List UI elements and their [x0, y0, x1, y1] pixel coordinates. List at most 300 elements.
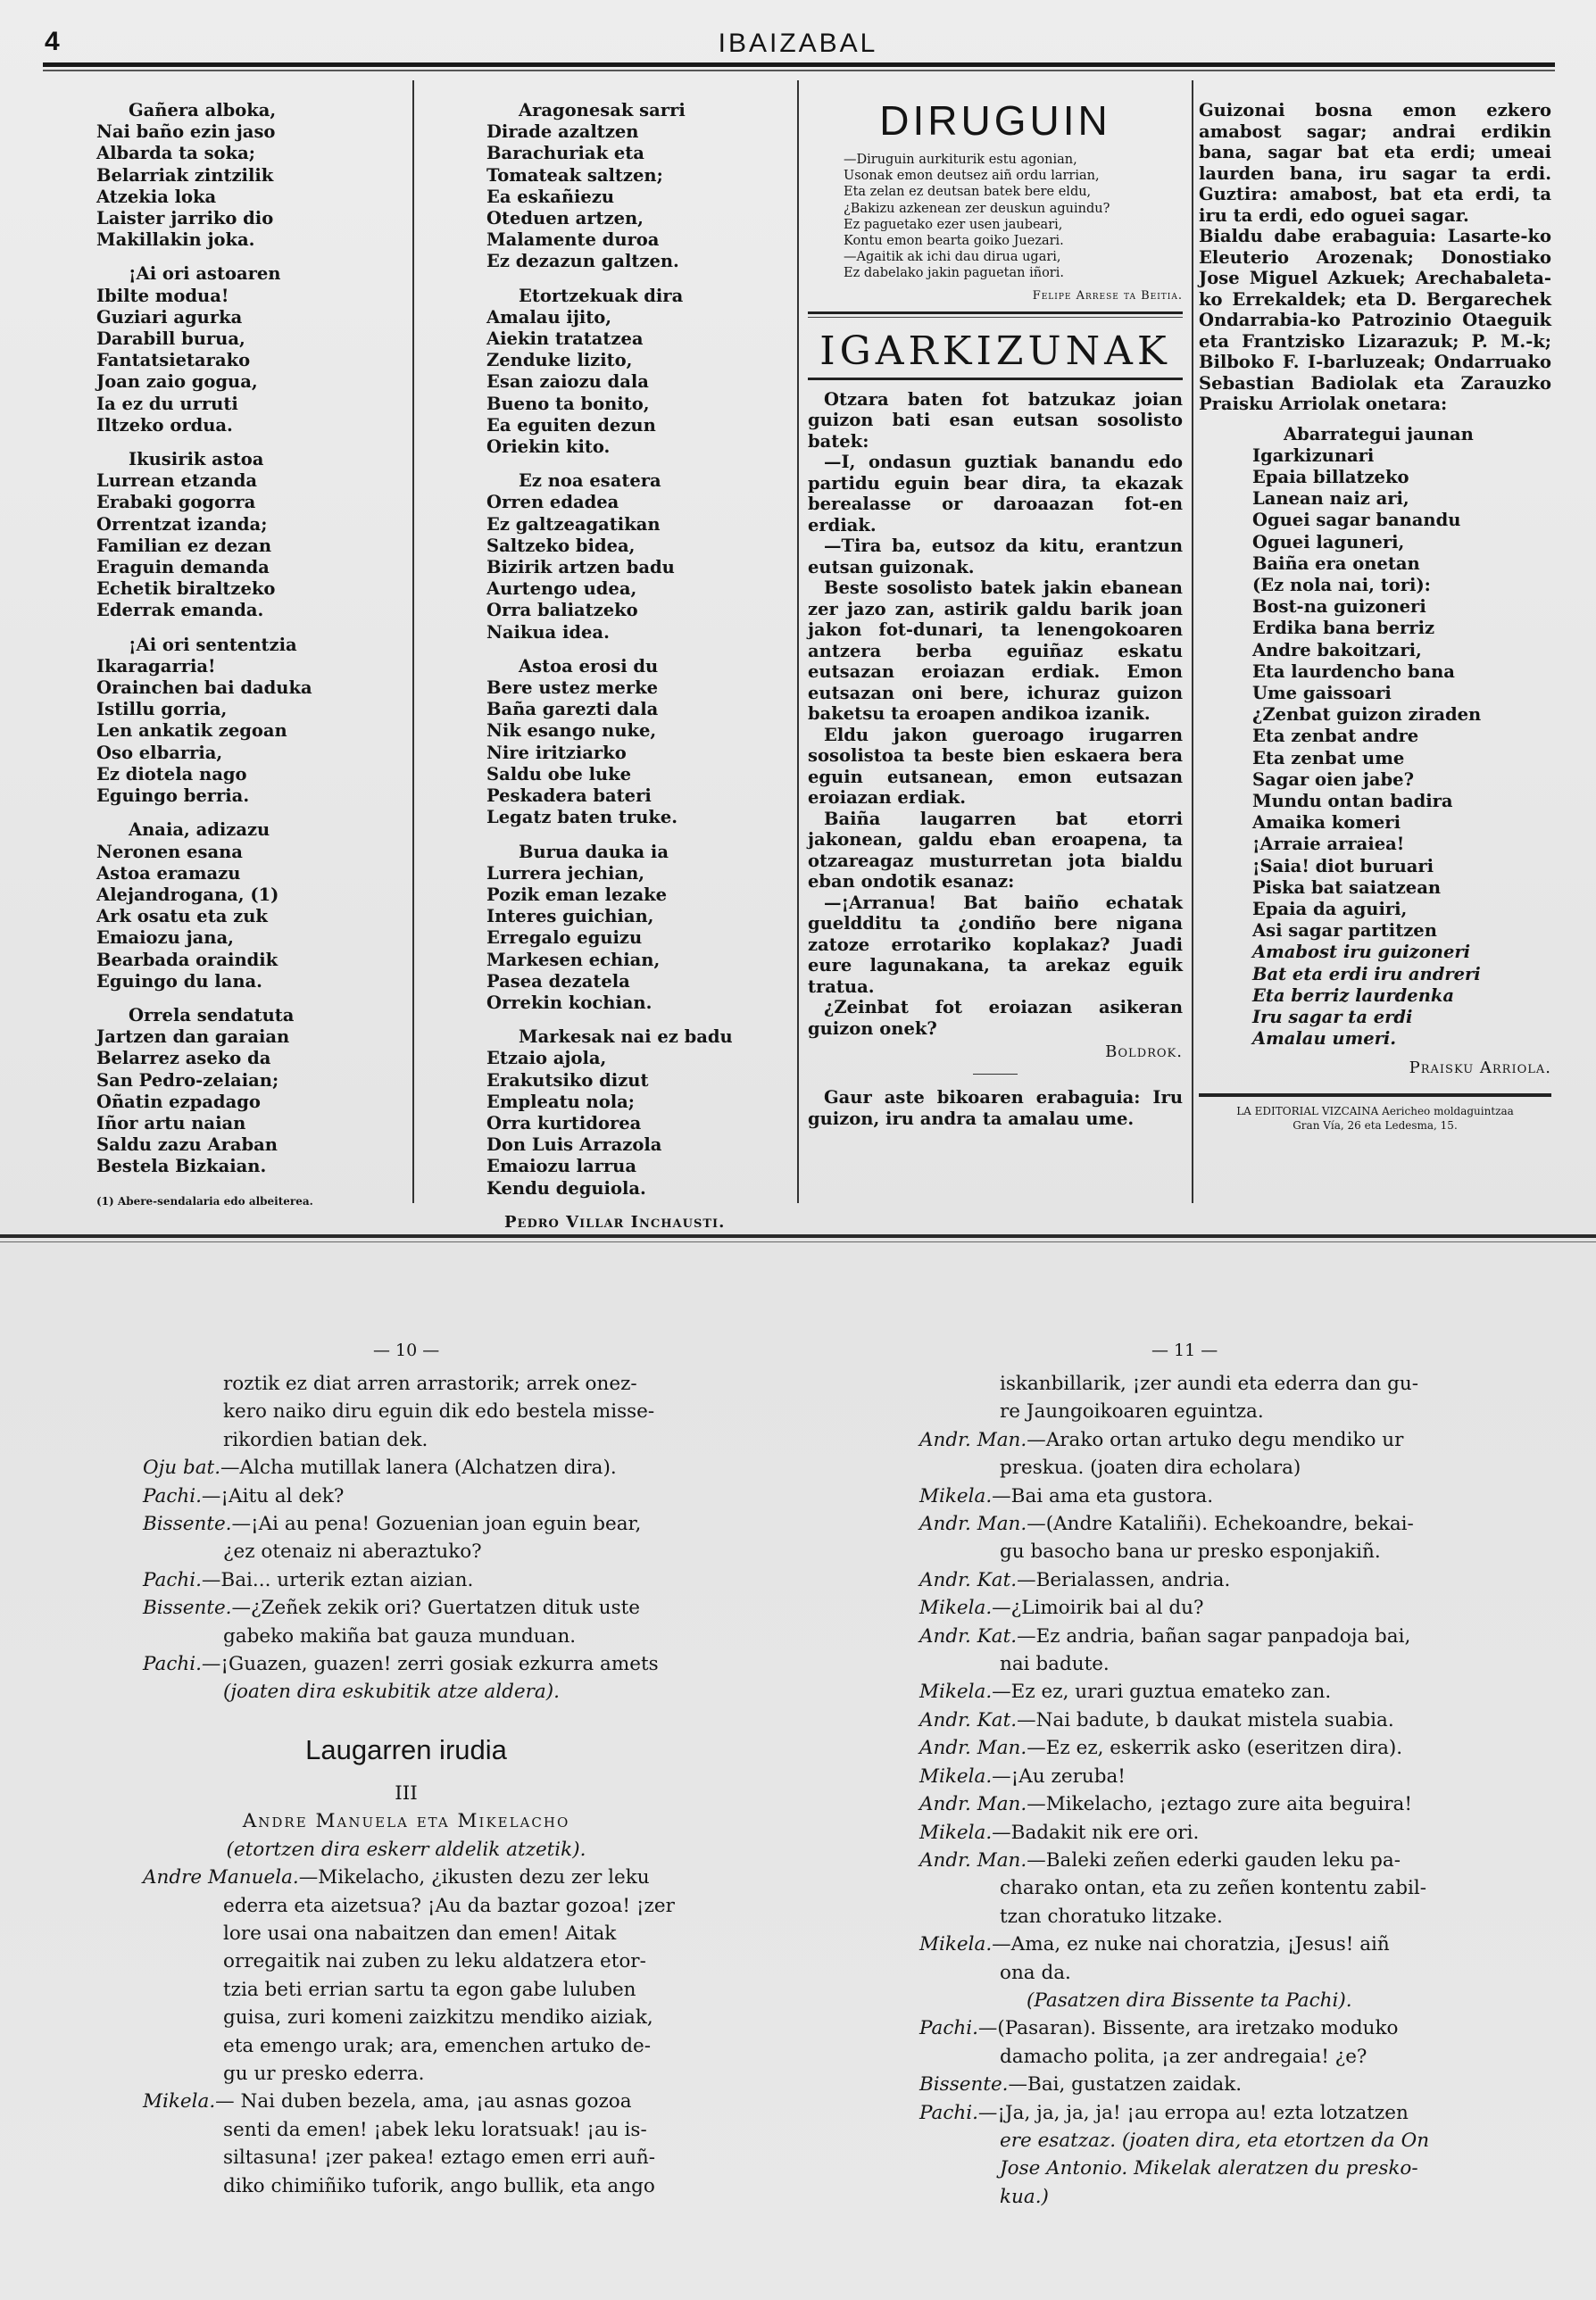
poem-line: Ederrak emanda.: [96, 600, 264, 621]
poem-line: Amalau umeri.: [1252, 1028, 1397, 1050]
poem-line: Orren edadea: [486, 492, 619, 513]
poem-stanza: [96, 635, 400, 808]
dialogue-line: [143, 1482, 669, 1510]
paragraph: Bialdu dabe erabaguia: Lasarte-ko Eleuterio Arozenak; Donostiako Jose Miguel Azkuek; Arechabaleta-ko Errekaldek; eta D. Bergarechek Ondarrabia-ko Patrozinio Otaeguik eta Frantzisko Lizarazuk; P. M.-k; Bilboko F. I-barluzeak; Ondarruako Sebastian Badiolak eta Zarauzko Praisku Arriolak onetara:: [1199, 226, 1551, 414]
poem-line: Oteduen artzen,: [486, 208, 644, 229]
poem-line: ¿Zenbat guizon ziraden: [1252, 704, 1482, 726]
poem-line: Legatz baten truke.: [486, 807, 678, 828]
speech-text: senti da emen! ¡abek leku loratsuak! ¡au is-: [223, 2118, 647, 2141]
poem-line: Markesen echian,: [486, 949, 661, 970]
poem-line: Astoa erosi du: [519, 655, 659, 677]
poem-line: San Pedro-zelaian;: [96, 1069, 279, 1091]
verse-line: Ez paguetako ezer usen jaubeari,: [844, 217, 1063, 232]
poem-line: Peskadera bateri: [486, 785, 652, 807]
speech-text: —Mikelacho, ¡eztago zure aita beguira!: [1027, 1793, 1412, 1816]
poem-line: Belarriak zintzilik: [96, 164, 274, 186]
igarkizunak-text: [808, 389, 1183, 1040]
speech-text: —¡Aitu al dek?: [201, 1484, 345, 1507]
verse-line: —Diruguin aurkiturik estu agonian,: [844, 153, 1077, 167]
closing-paragraph: Gaur aste bikoaren erabaguia: Iru guizon, iru andra ta amalau ume.: [808, 1087, 1183, 1129]
poem-line: Familian ez dezan: [96, 535, 272, 556]
speech-text: —Ez ez, eskerrik asko (eseritzen dira).: [1027, 1737, 1403, 1760]
poem-stanza: [96, 449, 400, 622]
speech-text: —Ez ez, urari guztua emateko zan.: [992, 1681, 1332, 1704]
speech-text: —Arako ortan artuko degu mendiko ur: [1027, 1428, 1404, 1451]
speech-text: —Berialassen, andria.: [1017, 1568, 1231, 1591]
speaker-name: Andr. Man.: [919, 1848, 1027, 1872]
poem-line: Ark osatu eta zuk: [96, 906, 268, 927]
poem-line: Aiekin tratatzea: [486, 328, 644, 350]
poem-line: Oso elbarria,: [96, 742, 223, 763]
poem-line: Epaia billatzeko: [1252, 466, 1409, 487]
footnote: (1) Abere-sendalaria edo albeiterea.: [96, 1194, 313, 1208]
column-divider: [797, 80, 799, 1203]
poem-line: Baña garezti dala: [486, 699, 659, 720]
dialogue-line: [919, 1538, 1473, 1565]
speech-text: gabeko makiña bat gauza munduan.: [223, 1624, 577, 1648]
dialogue-line: [919, 1874, 1473, 1902]
dialogue-line: [919, 1987, 1473, 2014]
dialogue-line: [919, 2183, 1473, 2211]
poem-line: ¡Saia! diot buruari: [1252, 855, 1434, 876]
dialogue-line: [143, 2060, 669, 2088]
poem-line: Epaia da aguiri,: [1252, 898, 1408, 919]
poem-line: Interes guichian,: [486, 906, 654, 927]
poem-line: Bearbada oraindik: [96, 949, 278, 970]
speech-text: —Ez andria, bañan sagar panpadoja bai,: [1017, 1624, 1411, 1648]
speech-text: tzia beti errian sartu ta egon gabe luluben: [223, 1978, 636, 2001]
dialogue-line: [143, 1976, 669, 2004]
dialogue-line: [919, 1959, 1473, 1987]
speaker-name: Mikela.: [919, 1764, 993, 1788]
speaker-name: Pachi.: [143, 1653, 202, 1676]
poem-line: Dirade azaltzen: [486, 121, 639, 143]
dialogue-line: [919, 1763, 1473, 1790]
speech-text: lore usai ona nabaitzen dan emen! Aitak: [223, 1922, 617, 1945]
poem-stanza: [486, 842, 790, 1015]
poem-line: Nire iritziarko: [486, 742, 627, 763]
poem-line: (Ez nola nai, tori):: [1252, 574, 1431, 595]
speaker-name: Andr. Kat.: [919, 1708, 1018, 1731]
dialogue-line: [143, 1454, 669, 1482]
dialogue-line: [919, 1678, 1473, 1706]
poem-line: Alejandrogana, (1): [96, 884, 279, 905]
dialogue-line: [919, 1734, 1473, 1762]
speaker-name: Pachi.: [919, 2101, 978, 2124]
poem-line: Eraguin demanda: [96, 557, 270, 578]
answer-poem: [1199, 424, 1551, 1050]
speech-text: nai badute.: [1000, 1653, 1110, 1676]
speech-text: diko chimiñiko tuforik, ango bullik, eta ango: [223, 2174, 655, 2197]
dialogue-line: [143, 2088, 669, 2115]
dialogue-line: [143, 1594, 669, 1622]
column-divider: [1192, 80, 1193, 1203]
dialogue-line: [919, 2014, 1473, 2042]
speech-text: — Nai duben bezela, ama, ¡au asnas gozoa: [215, 2090, 632, 2113]
poem-line: Bueno ta bonito,: [486, 393, 650, 414]
speaker-name: Andr. Man.: [919, 1737, 1027, 1760]
poem-line: Bestela Bizkaian.: [96, 1156, 267, 1177]
poem-line: Nik esango nuke,: [486, 720, 657, 742]
poem-line: Orra baliatzeko: [486, 600, 638, 621]
poem-line: Barachuriak eta: [486, 143, 644, 164]
poem-line: Ez dezazun galtzen.: [486, 251, 679, 272]
poem-line: Orra kurtidorea: [486, 1112, 642, 1133]
speech-text: —¿Limoirik bai al du?: [992, 1597, 1204, 1620]
speech-text: Jose Antonio. Mikelak aleratzen du presko-: [1000, 2157, 1418, 2180]
poem-stanza: [96, 819, 400, 992]
page-number: 4: [45, 27, 60, 56]
paragraph: Eldu jakon gueroago irugarren sosolistoa ta beste bien eskaera bera eguin eutsanean, emon eutsazan eroiazan erdiak.: [808, 724, 1183, 809]
poem-line: Aurtengo udea,: [486, 578, 637, 600]
poem-line: ¡Ai ori astoaren: [129, 263, 281, 285]
poem-stanza: [486, 100, 790, 273]
dialogue-line: [143, 1892, 675, 1920]
poem-line: Lurrera jechian,: [486, 862, 645, 884]
paragraph: —Tira ba, eutsoz da kitu, erantzun eutsan guizonak.: [808, 536, 1183, 577]
speech-text: tzan choratuko litzake.: [1000, 1905, 1223, 1928]
speech-text: preskua. (joaten dira echolara): [1000, 1457, 1301, 1480]
speaker-name: Mikela.: [143, 2090, 216, 2113]
poem-line: Albarda ta soka;: [96, 143, 255, 164]
paragraph: ¿Zeinbat fot eroiazan asikeran guizon onek?: [808, 997, 1183, 1039]
poem-stanza: [96, 263, 400, 436]
poem-line: Eguingo berria.: [96, 785, 250, 807]
poem-line: Ez diotela nago: [96, 763, 247, 785]
dialogue-line: [143, 2032, 669, 2060]
poem-line: Zenduke lizito,: [486, 350, 633, 371]
poem-line: ¡Arraie arraiea!: [1252, 834, 1405, 855]
dialogue-line: [919, 1790, 1473, 1818]
dialogue-line: [143, 1678, 669, 1706]
poem-line: Eguingo du lana.: [96, 970, 262, 992]
poem-line: Markesak nai ez badu: [519, 1026, 733, 1048]
diruguin-signature: Felipe Arrese ta Beitia.: [1032, 288, 1183, 303]
poem-line: Laister jarriko dio: [96, 208, 274, 229]
dialogue-line: [919, 1819, 1473, 1847]
speaker-name: Pachi.: [143, 1568, 202, 1591]
poem-line: Don Luis Arrazola: [486, 1134, 662, 1156]
short-rule: [973, 1074, 1018, 1075]
verse-line: Kontu emon bearta goiko Juezari.: [844, 234, 1064, 249]
poem-line: Gañera alboka,: [129, 100, 277, 120]
speech-text: gu basocho bana ur presko esponjakiñ.: [1000, 1540, 1381, 1564]
speaker-name: Oju bat.: [143, 1457, 221, 1480]
poem-line: Eta zenbat andre: [1252, 726, 1419, 747]
poem-signature: Pedro Villar Inchausti.: [504, 1212, 726, 1232]
speech-text: —¡Guazen, guazen! zerri gosiak ezkurra amets: [201, 1653, 659, 1676]
speaker-name: Andre Manuela.: [143, 1866, 299, 1889]
diruguin-title: DIRUGUIN: [879, 97, 1111, 144]
speech-text: charako ontan, eta zu zeñen kontentu zabil-: [1000, 1877, 1426, 1900]
dialogue-line: [919, 1903, 1473, 1931]
speaker-name: Mikela.: [919, 1821, 993, 1844]
poem-line: ¡Ai ori sententzia: [129, 634, 297, 655]
poem-line: Erakutsiko dizut: [486, 1069, 649, 1091]
dialogue-line: [143, 1566, 669, 1594]
dialogue-line: [143, 1370, 669, 1398]
speaker-name: Pachi.: [919, 2017, 978, 2040]
poem-line: Oguei sagar banandu: [1252, 510, 1461, 531]
poem-line: Orrentzat izanda;: [96, 513, 268, 535]
dialogue-line: [143, 1920, 669, 1947]
speech-text: —Badakit nik ere ori.: [992, 1821, 1200, 1844]
poem-line: Orrela sendatuta: [129, 1004, 295, 1025]
dialogue-line: [919, 1370, 1473, 1398]
stage-direction: (etortzen dira eskerr aldelik atzetik).: [226, 1838, 586, 1861]
poem-line: Ikusirik astoa: [129, 449, 264, 470]
dialogue-line: [919, 1623, 1473, 1650]
speech-text: ¿ez otenaiz ni aberaztuko?: [223, 1540, 482, 1564]
diruguin-verse: [808, 152, 1183, 282]
dialogue-line: [143, 1510, 669, 1538]
poem-line: Pozik eman lezake: [486, 884, 668, 905]
speech-text: ona da.: [1000, 1961, 1071, 1984]
poem-line: Bizirik artzen badu: [486, 557, 675, 578]
dialogue-line: [143, 1650, 669, 1678]
poem-line: Fantatsietarako: [96, 350, 251, 371]
speech-text: damacho polita, ¡a zer andregaia! ¿e?: [1000, 2045, 1367, 2068]
poem-line: Saltzeko bidea,: [486, 535, 636, 556]
poem-stanza: [96, 1005, 400, 1178]
poem-line: Eta berriz laurdenka: [1252, 984, 1455, 1006]
poem-line: Oguei laguneri,: [1252, 531, 1405, 552]
speaker-name: Andr. Kat.: [919, 1624, 1018, 1648]
poem-line: Oñatin ezpadago: [96, 1091, 261, 1112]
speaker-name: Mikela.: [919, 1681, 993, 1704]
column-2-poem: [486, 100, 790, 1233]
header-rule-thin: [43, 70, 1555, 71]
verse-line: —Agaitik ak ichi dau dirua ugari,: [844, 250, 1061, 265]
dialogue-line: [919, 1482, 1473, 1510]
scene-characters: Andre Manuela eta Mikelacho: [242, 1810, 570, 1833]
poem-line: Etzaio ajola,: [486, 1048, 607, 1069]
booklet-page-number-left: — 10 —: [373, 1341, 440, 1360]
poem-line: Erabaki gogorra: [96, 492, 256, 513]
scene-title: Laugarren irudia: [305, 1733, 507, 1765]
speech-text: —¿Zeñek zekik ori? Guertatzen dituk uste: [231, 1597, 640, 1620]
poem-line: Iltzeko ordua.: [96, 414, 233, 436]
speech-text: iskanbillarik, ¡zer aundi eta ederra dan gu-: [1000, 1373, 1419, 1395]
dialogue-line: [919, 2155, 1473, 2182]
speech-text: (Pasatzen dira Bissente ta Pachi).: [1027, 1989, 1352, 2012]
poem-line: Echetik biraltzeko: [96, 578, 276, 600]
poem-line: Esan zaiozu dala: [486, 371, 649, 393]
poem-line: Piska bat saiatzean: [1252, 876, 1442, 898]
poem-line: Asi sagar partitzen: [1252, 920, 1437, 942]
dialogue-line: [919, 1398, 1473, 1425]
header-rule: [43, 62, 1555, 67]
answer-signature: Praisku Arriola.: [1409, 1059, 1551, 1078]
dialogue-line: [919, 1931, 1473, 1958]
speaker-name: Mikela.: [919, 1597, 993, 1620]
column-3-diruguin: [808, 96, 1183, 1129]
dialogue-line: [143, 2144, 669, 2171]
poem-line: Lurrean etzanda: [96, 470, 258, 492]
column-1-poem: [96, 100, 400, 1212]
poem-line: Eta laurdencho bana: [1252, 660, 1455, 682]
poem-line: Saldu obe luke: [486, 763, 632, 785]
dialogue-line: [919, 1426, 1473, 1454]
closing-text: [808, 1087, 1183, 1129]
speech-text: —Bai ama eta gustora.: [992, 1484, 1214, 1507]
answer-text: [1199, 100, 1551, 415]
speech-text: —Bai, gustatzen zaidak.: [1008, 2073, 1243, 2097]
poem-line: Orrekin kochian.: [486, 992, 653, 1013]
poem-line: Ia ez du urruti: [96, 393, 238, 414]
verse-line: Usonak emon deutsez aiñ ordu larrian,: [844, 169, 1100, 184]
poem-line: Ikaragarria!: [96, 655, 216, 677]
speech-text: ere esatzaz. (joaten dira, eta etortzen da On: [1000, 2129, 1430, 2152]
poem-line: Etortzekuak dira: [519, 285, 684, 306]
page-separator: [0, 1234, 1596, 1238]
poem-line: Anaia, adizazu: [129, 819, 270, 841]
poem-line: Amalau ijito,: [486, 306, 612, 328]
speaker-name: Mikela.: [919, 1484, 993, 1507]
speech-text: ederra eta aizetsua? ¡Au da baztar gozoa! ¡zer: [223, 1894, 675, 1917]
poem-line: Lanean naiz ari,: [1252, 488, 1409, 510]
speech-text: —Bai... urterik eztan aizian.: [201, 1568, 474, 1591]
verse-line: Eta zelan ez deutsan batek bere eldu,: [844, 185, 1092, 200]
speaker-name: Andr. Man.: [919, 1428, 1027, 1451]
dialogue-line: [143, 2116, 669, 2144]
dialogue-line: [919, 2071, 1473, 2098]
dialogue-line: [143, 1623, 669, 1650]
dialogue-line: [919, 1566, 1473, 1594]
poem-line: Makillakin joka.: [96, 229, 255, 251]
poem-line: Andre bakoitzari,: [1252, 639, 1422, 660]
poem-line: Aragonesak sarri: [519, 100, 686, 120]
speech-text: —Nai badute, b daukat mistela suabia.: [1017, 1708, 1394, 1731]
speech-text: kua.): [1000, 2185, 1049, 2208]
speech-text: siltasuna! ¡zer pakea! eztago emen erri auñ-: [223, 2146, 656, 2170]
dialogue-line: [143, 1864, 669, 1891]
paragraph: Baiña laugarren bat etorri jakonean, galdu eban eroapena, ta otzareagaz musturretan jota bialdu eban ondotik esanaz:: [808, 808, 1183, 893]
speaker-name: Bissente.: [143, 1597, 232, 1620]
poem-line: Orainchen bai daduka: [96, 677, 312, 699]
paragraph: —¡Arranua! Bat baiño echatak gueldditu ta ¿ondiño bere nigana zatoze errotariko koplakaz? Juadi eure lagunakana, ta arekaz eguik tratua.: [808, 892, 1183, 997]
poem-line: Baiña era onetan: [1252, 552, 1420, 574]
poem-line: Igarkizunari: [1252, 444, 1375, 466]
poem-line: Empleatu nola;: [486, 1091, 635, 1112]
poem-line: Oriekin kito.: [486, 436, 611, 458]
poem-stanza: [486, 286, 790, 459]
poem-line: Emaiozu jana,: [96, 927, 234, 949]
dialogue-line: [143, 1947, 669, 1975]
poem-line: Amabost iru guizoneri: [1252, 942, 1471, 963]
poem-line: Ibilte modua!: [96, 285, 229, 306]
poem-line: Darabill burua,: [96, 328, 245, 350]
poem-stanza: [486, 656, 790, 829]
poem-line: Erdika bana berriz: [1252, 618, 1435, 639]
dialogue-line: [919, 1706, 1473, 1734]
poem-line: Pasea dezatela: [486, 970, 630, 992]
poem-line: Neronen esana: [96, 841, 243, 862]
section-rule-thin: [808, 317, 1183, 318]
paragraph: Beste sosolisto batek jakin ebanean zer jazo zan, astirik galdu barik joan jakon fot-dunari, ta lenengokoaren antzera berba eguiñaz eskatu eutsazan eroiazan erdiak. Emon eutsazan oni bere, ichuraz guizon baketsu ta eroapen andikoa izanik.: [808, 577, 1183, 725]
poem-line: Iñor artu naian: [96, 1112, 246, 1133]
masthead-title: IBAIZABAL: [718, 29, 878, 58]
printer-imprint: [1199, 1093, 1551, 1133]
speaker-name: Pachi.: [143, 1484, 202, 1507]
poem-line: Ea eguiten dezun: [486, 414, 656, 436]
dialogue-line: [143, 2004, 669, 2031]
poem-line: Atzekia loka: [96, 186, 217, 207]
dialogue-line: [919, 1510, 1473, 1538]
igarkizunak-title: IGARKIZUNAK: [808, 328, 1183, 380]
poem-line: Emaiozu larrua: [486, 1156, 636, 1177]
poem-line: Kendu deguiola.: [486, 1177, 646, 1199]
dialogue-line: [143, 1426, 669, 1454]
poem-line: Burua dauka ia: [519, 841, 669, 862]
poem-line: Joan zaio gogua,: [96, 371, 258, 393]
speaker-name: Bissente.: [919, 2073, 1009, 2097]
speech-text: re Jaungoikoaren eguintza.: [1000, 1400, 1264, 1424]
poem-line: Abarrategui jaunan: [1284, 423, 1474, 444]
speech-text: —(Pasaran). Bissente, ara iretzako moduko: [977, 2017, 1399, 2040]
speech-text: (joaten dira eskubitik atze aldera).: [223, 1681, 560, 1704]
poem-line: Bost-na guizoneri: [1252, 596, 1426, 618]
speech-text: —Ama, ez nuke nai choratzia, ¡Jesus! aiñ: [992, 1933, 1390, 1956]
column-divider: [412, 80, 414, 1203]
speech-text: —Alcha mutillak lanera (Alchatzen dira).: [220, 1457, 617, 1480]
dialogue-line: [919, 1650, 1473, 1678]
igarkizunak-signature: Boldrok.: [1105, 1042, 1183, 1062]
poem-line: Saldu zazu Araban: [96, 1134, 278, 1156]
poem-line: Bat eta erdi iru andreri: [1252, 963, 1481, 984]
speaker-name: Andr. Man.: [919, 1513, 1027, 1536]
poem-line: Erregalo eguizu: [486, 927, 643, 949]
dialogue-line: [143, 1398, 669, 1425]
scene-number: III: [395, 1781, 418, 1805]
speech-text: orregaitik nai zuben zu leku aldatzera etor-: [223, 1950, 646, 1973]
poem-line: Iru sagar ta erdi: [1252, 1006, 1413, 1027]
poem-line: Len ankatik zegoan: [96, 720, 287, 742]
dialogue-line: [143, 1538, 669, 1565]
poem-line: Ez galtzeagatikan: [486, 513, 661, 535]
speech-text: guisa, zuri komeni zaizkitzu mendiko aiziak,: [223, 2006, 653, 2030]
dialogue-line: [919, 2099, 1473, 2127]
verse-line: ¿Bakizu azkenean zer deuskun aguindu?: [844, 201, 1110, 216]
poem-line: Istillu gorria,: [96, 699, 228, 720]
poem-line: Mundu ontan badira: [1252, 790, 1453, 811]
poem-line: Ez noa esatera: [519, 470, 661, 492]
speech-text: rikordien batian dek.: [223, 1428, 428, 1451]
poem-line: Eta zenbat ume: [1252, 747, 1405, 768]
booklet-left-page: [143, 1370, 675, 2200]
speaker-name: Bissente.: [143, 1513, 232, 1536]
poem-stanza: [486, 470, 790, 644]
speaker-name: Andr. Man.: [919, 1793, 1027, 1816]
speech-text: roztik ez diat arren arrastorik; arrek onez-: [223, 1373, 637, 1395]
poem-line: Sagar oien jabe?: [1252, 768, 1414, 790]
section-rule: [808, 311, 1183, 314]
booklet-page-number-right: — 11 —: [1151, 1341, 1218, 1360]
poem-line: Ume gaissoari: [1252, 682, 1392, 703]
speech-text: —¡Ai au pena! Gozuenian joan eguin bear,: [231, 1513, 642, 1536]
imprint-line: Gran Vía, 26 eta Ledesma, 15.: [1293, 1119, 1458, 1133]
poem-line: Ea eskañiezu: [486, 186, 615, 207]
poem-line: Amaika komeri: [1252, 812, 1401, 834]
paragraph: Guizonai bosna emon ezkero amabost sagar; andrai erdikin bana, sagar bat eta erdi; umeai laurden bana, iru sagar ta erdi. Guztira: amabost, bat eta erdi, ta iru ta erdi, edo oguei sagar.: [1199, 100, 1551, 226]
dialogue-line: [919, 1454, 1473, 1482]
poem-line: Naikua idea.: [486, 621, 610, 643]
poem-stanza: [486, 1026, 790, 1200]
dialogue-line: [143, 2172, 669, 2200]
speech-text: —¡Ja, ja, ja, ja! ¡au erropa au! ezta lotzatzen: [977, 2101, 1409, 2124]
poem-line: Belarrez aseko da: [96, 1048, 271, 1069]
poem-line: Guziari agurka: [96, 306, 243, 328]
